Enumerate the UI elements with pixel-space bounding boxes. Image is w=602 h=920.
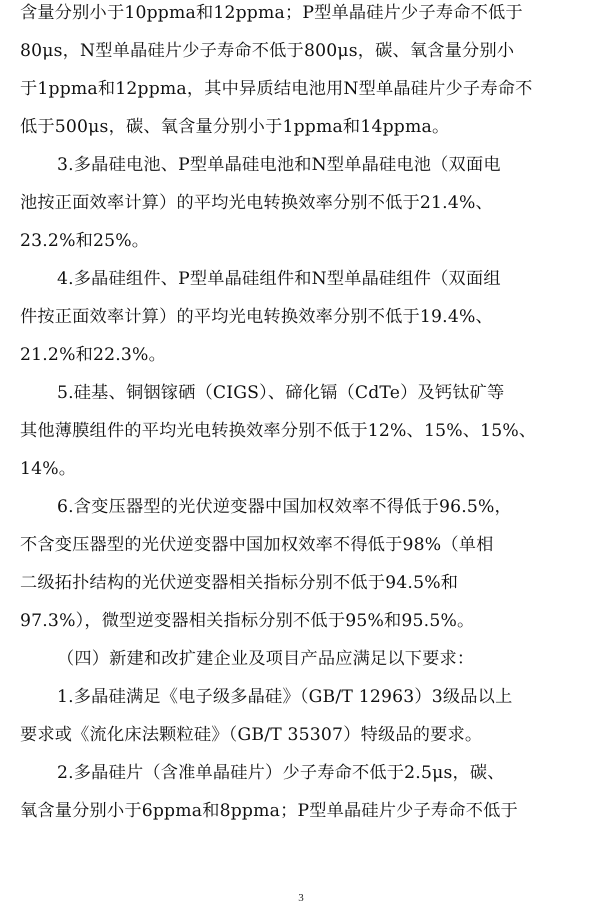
- page-number: 3: [298, 892, 304, 904]
- paragraph-3-line-2: 池按正面效率计算）的平均光电转换效率分别不低于21.4%、: [20, 193, 493, 213]
- paragraph-4-line-2: 件按正面效率计算）的平均光电转换效率分别不低于19.4%、: [20, 307, 493, 327]
- paragraph-6-line-1: 6.含变压器型的光伏逆变器中国加权效率不得低于96.5%，: [57, 497, 512, 517]
- text-line: 低于500μs，碳、氧含量分别小于1ppma和14ppma。: [20, 117, 450, 137]
- paragraph-6-line-2: 不含变压器型的光伏逆变器中国加权效率不得低于98%（单相: [20, 535, 494, 555]
- paragraph-5-line-2: 其他薄膜组件的平均光电转换效率分别不低于12%、15%、15%、: [20, 421, 537, 441]
- paragraph-6-line-4: 97.3%），微型逆变器相关指标分别不低于95%和95.5%。: [20, 611, 475, 631]
- paragraph-6-line-3: 二级拓扑结构的光伏逆变器相关指标分别不低于94.5%和: [20, 573, 459, 593]
- document-page: [20, 0, 580, 920]
- section-item-1-line-2: 要求或《流化床法颗粒硅》（GB/T 35307）特级品的要求。: [20, 725, 483, 745]
- section-item-2-line-1: 2.多晶硅片（含准单晶硅片）少子寿命不低于2.5μs，碳、: [57, 763, 505, 783]
- text-line: 于1ppma和12ppma，其中异质结电池用N型单晶硅片少子寿命不: [20, 79, 533, 99]
- text-line: 80μs，N型单晶硅片少子寿命不低于800μs，碳、氧含量分别小: [20, 41, 515, 61]
- paragraph-4-line-1: 4.多晶硅组件、P型单晶硅组件和N型单晶硅组件（双面组: [57, 269, 501, 289]
- paragraph-3-line-1: 3.多晶硅电池、P型单晶硅电池和N型单晶硅电池（双面电: [57, 155, 501, 175]
- paragraph-5-line-3: 14%。: [20, 459, 77, 479]
- section-heading: （四）新建和改扩建企业及项目产品应满足以下要求：: [57, 649, 475, 669]
- paragraph-4-line-3: 21.2%和22.3%。: [20, 345, 166, 365]
- text-line: 含量分别小于10ppma和12ppma；P型单晶硅片少子寿命不低于: [20, 3, 523, 23]
- section-item-1-line-1: 1.多晶硅满足《电子级多晶硅》（GB/T 12963）3级品以上: [57, 687, 513, 707]
- paragraph-3-line-3: 23.2%和25%。: [20, 231, 150, 251]
- section-item-2-line-2: 氧含量分别小于6ppma和8ppma；P型单晶硅片少子寿命不低于: [20, 801, 518, 821]
- paragraph-5-line-1: 5.硅基、铜铟镓硒（CIGS）、碲化镉（CdTe）及钙钛矿等: [57, 383, 505, 403]
